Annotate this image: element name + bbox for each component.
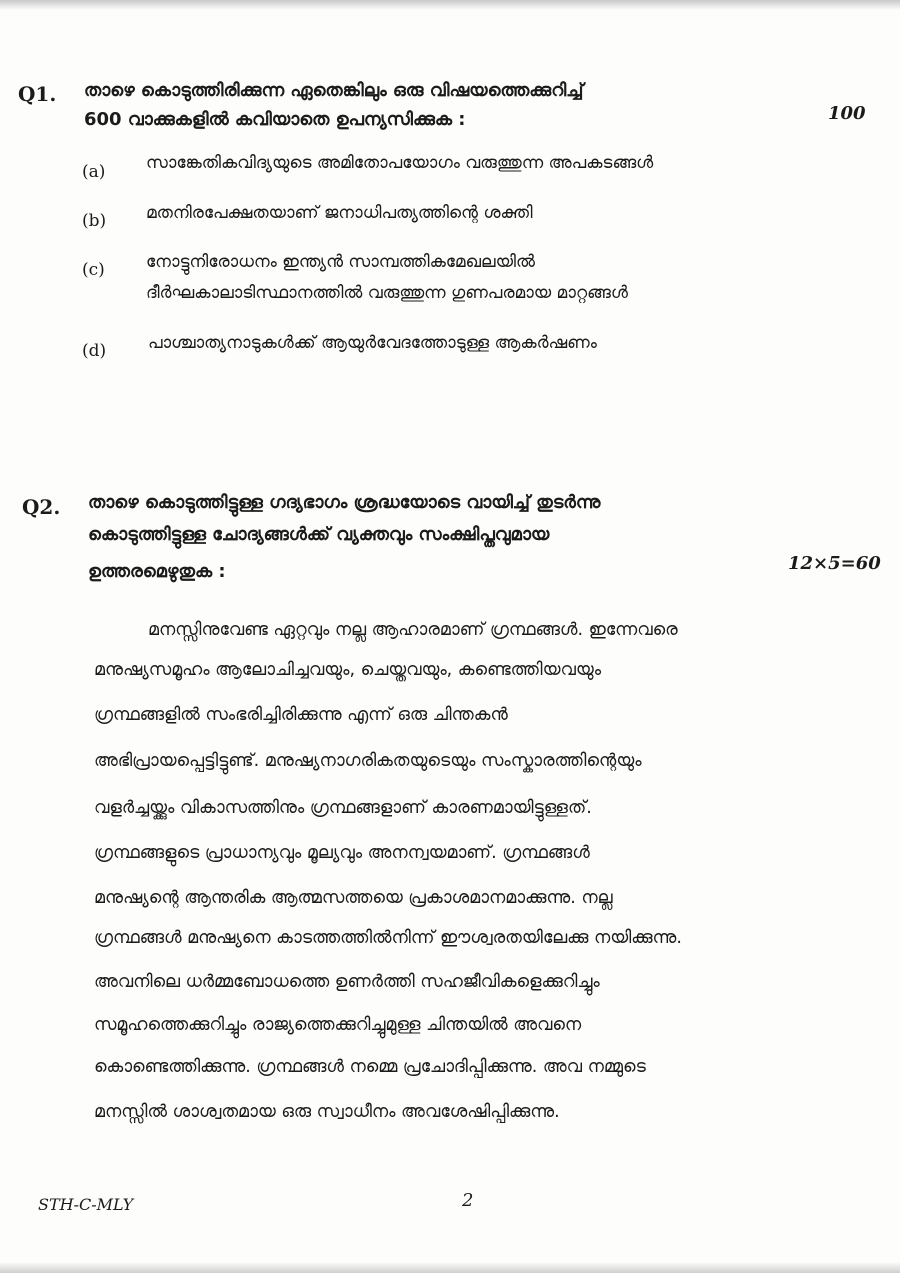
passage-line: വളർച്ചയ്ക്കും വികാസത്തിനും ഗ്രന്ഥങ്ങളാണ് കാരണമായിട്ടുള്ളത്. [94,798,592,818]
passage-line: മനുഷ്യന്റെ ആന്തരിക ആത്മസത്തയെ പ്രകാശമാനമാക്കുന്നു. നല്ല [94,888,613,908]
q2-number: Q2. [22,495,61,519]
passage-line: ഗ്രന്ഥങ്ങൾ മനുഷ്യനെ കാടത്തത്തിൽനിന്ന് ഈശ്വരതയിലേക്കു നയിക്കുന്നു. [94,928,682,948]
scan-edge-top [0,0,900,10]
q1-option-c-text-line-1: നോട്ടുനിരോധനം ഇന്ത്യൻ സാമ്പത്തികമേഖലയിൽ [146,252,535,272]
scan-edge-bottom [0,1262,900,1273]
q1-marks: 100 [828,103,866,124]
q2-prompt-line-1: താഴെ കൊടുത്തിട്ടുള്ള ഗദ്യഭാഗം ശ്രദ്ധയോടെ വായിച്ച് തുടർന്നു [88,492,601,513]
q1-option-b-label: (b) [82,211,107,231]
q1-prompt-line-2: 600 വാക്കുകളിൽ കവിയാതെ ഉപന്യസിക്കുക : [84,109,466,130]
q2-prompt-line-2: കൊടുത്തിട്ടുള്ള ചോദ്യങ്ങൾക്ക് വ്യക്തവും സംക്ഷിപ്തവുമായ [88,524,550,545]
q1-option-d-label: (d) [82,341,107,361]
q2-prompt-line-3: ഉത്തരമെഴുതുക : [88,561,226,582]
passage-line: മനസ്സിനുവേണ്ട ഏറ്റവും നല്ല ആഹാരമാണ് ഗ്രന്ഥങ്ങൾ. ഇന്നേവരെ [148,620,678,640]
passage-line: കൊണ്ടെത്തിക്കുന്നു. ഗ്രന്ഥങ്ങൾ നമ്മെ പ്രചോദിപ്പിക്കുന്നു. അവ നമ്മുടെ [94,1057,646,1077]
q1-option-a-label: (a) [82,162,106,182]
q1-option-c-text-line-2: ദീർഘകാലാടിസ്ഥാനത്തിൽ വരുത്തുന്ന ഗുണപരമായ മാറ്റങ്ങൾ [146,283,628,303]
q1-option-b-text: മതനിരപേക്ഷതയാണ് ജനാധിപത്യത്തിന്റെ ശക്തി [146,203,533,223]
passage-line: സമൂഹത്തെക്കുറിച്ചും രാജ്യത്തെക്കുറിച്ചുമുള്ള ചിന്തയിൽ അവനെ [94,1015,582,1035]
page-number: 2 [462,1190,474,1211]
q2-marks: 12×5=60 [788,553,881,574]
passage-line: മനുഷ്യസമൂഹം ആലോചിച്ചവയും, ചെയ്തവയും, കണ്ടെത്തിയവയും [94,660,602,680]
passage-line: ഗ്രന്ഥങ്ങളുടെ പ്രാധാന്യവും മൂല്യവും അനന്വയമാണ്. ഗ്രന്ഥങ്ങൾ [94,843,590,863]
q1-option-a-text: സാങ്കേതികവിദ്യയുടെ അമിതോപയോഗം വരുത്തുന്ന അപകടങ്ങൾ [146,153,654,173]
q1-number: Q1. [18,82,57,106]
passage-line: ഗ്രന്ഥങ്ങളിൽ സംഭരിച്ചിരിക്കുന്നു എന്ന് ഒരു ചിന്തകൻ [94,705,508,725]
passage-line: അവനിലെ ധർമ്മബോധത്തെ ഉണർത്തി സഹജീവികളെക്കുറിച്ചും [94,972,600,992]
paper-code: STH-C-MLY [38,1195,134,1214]
q1-option-d-text: പാശ്ചാത്യനാടുകൾക്ക് ആയുർവേദത്തോടുള്ള ആകർഷണം [148,333,597,353]
q1-prompt-line-1: താഴെ കൊടുത്തിരിക്കുന്ന ഏതെങ്കിലും ഒരു വിഷയത്തെക്കുറിച്ച് [84,80,584,101]
q1-option-c-label: (c) [82,260,105,280]
passage-line: അഭിപ്രായപ്പെട്ടിട്ടുണ്ട്. മനുഷ്യനാഗരികതയുടെയും സംസ്കാരത്തിന്റെയും [94,751,642,771]
passage-line: മനസ്സിൽ ശാശ്വതമായ ഒരു സ്വാധീനം അവശേഷിപ്പിക്കുന്നു. [94,1102,560,1122]
